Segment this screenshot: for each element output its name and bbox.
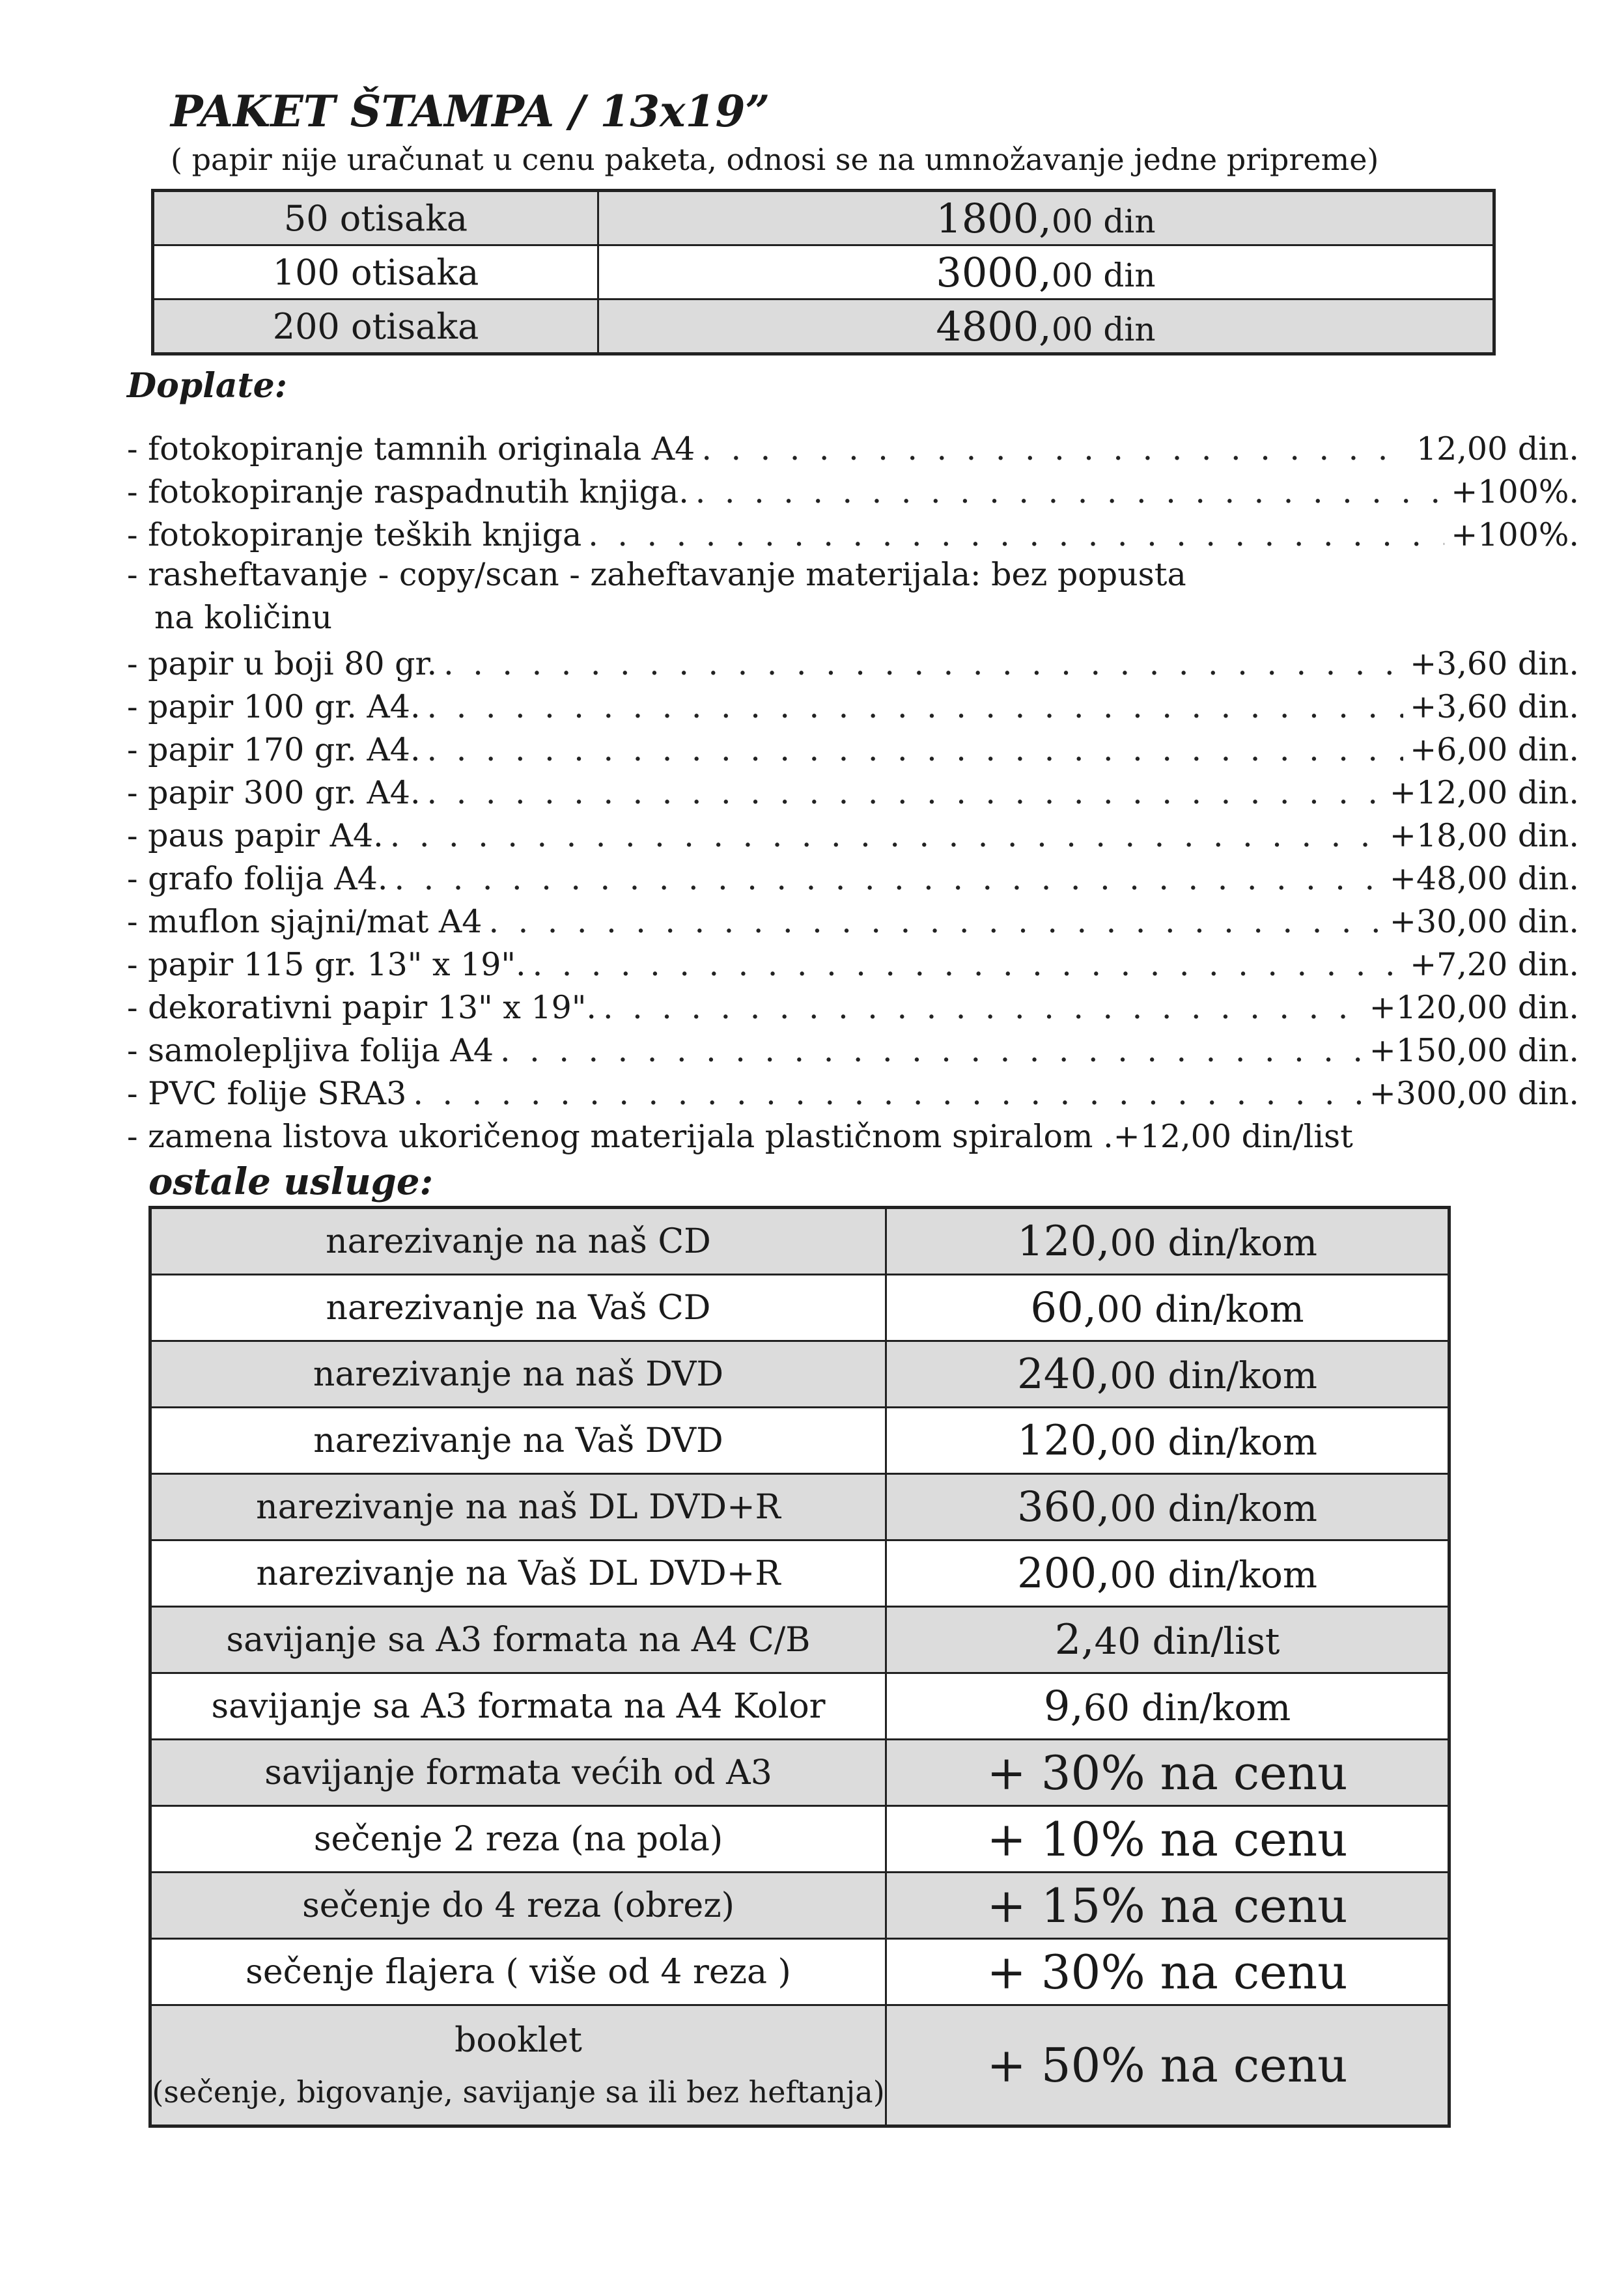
list-item [127, 940, 1579, 983]
price-main: 60, [1030, 1283, 1097, 1332]
service-price [886, 1341, 1449, 1408]
list-item [127, 1069, 1579, 1112]
item-value: 12,00 din. [1416, 430, 1579, 467]
item-label: - fotokopiranje raspadnutih knjiga. [127, 473, 689, 510]
price-small: 00 din/kom [1110, 1354, 1317, 1397]
table-row [150, 1939, 1449, 2005]
service-name: savijanje sa A3 formata na A4 Kolor [150, 1673, 886, 1740]
item-value: +300,00 din. [1369, 1075, 1579, 1112]
price-small: 60 din/kom [1083, 1686, 1291, 1729]
table-row [153, 245, 1494, 300]
list-item [127, 725, 1579, 768]
package-qty: 100 otisaka [153, 245, 598, 300]
price-small: 40 din/list [1094, 1620, 1280, 1663]
item-value: +120,00 din. [1369, 989, 1579, 1026]
service-name: narezivanje na naš DVD [150, 1341, 886, 1408]
item-value: +3,60 din. [1410, 645, 1579, 682]
item-label: - paus papir A4. [127, 817, 384, 854]
service-price: + 15% na cenu [886, 1873, 1449, 1939]
table-row [150, 1408, 1449, 1474]
list-item [127, 425, 1579, 467]
item-value: +30,00 din. [1389, 903, 1579, 940]
table-row [150, 1474, 1449, 1540]
doplate-list [127, 425, 1579, 1155]
item-label: - PVC folije SRA3 [127, 1075, 407, 1112]
item-value: +12,00 din. [1389, 774, 1579, 811]
item-value: +18,00 din. [1389, 817, 1579, 854]
price-small: 00 din/kom [1110, 1553, 1317, 1596]
service-name: narezivanje na Vaš DVD [150, 1408, 886, 1474]
price-main: 3000, [936, 248, 1052, 296]
item-continuation: na količinu [154, 599, 333, 636]
price-main: 2, [1054, 1615, 1095, 1664]
service-price [886, 1275, 1449, 1341]
item-value: +7,20 din. [1410, 946, 1579, 983]
price-small: 00 din/kom [1110, 1221, 1317, 1264]
service-price: + 50% na cenu [886, 2005, 1449, 2126]
service-name: sečenje flajera ( više od 4 reza ) [150, 1939, 886, 2005]
service-price [886, 1673, 1449, 1740]
item-value: +3,60 din. [1410, 688, 1579, 725]
table-row [150, 1341, 1449, 1408]
price-main: 360, [1017, 1483, 1110, 1531]
list-item [127, 682, 1579, 725]
price-small: 00 din/kom [1110, 1487, 1317, 1530]
item-value: +100%. [1451, 473, 1579, 510]
price-main: 200, [1017, 1549, 1110, 1598]
price-small: 00 din [1051, 310, 1156, 348]
table-row [150, 1540, 1449, 1607]
service-name: narezivanje na Vaš CD [150, 1275, 886, 1341]
item-label: - zamena listova ukoričenog materijala plastičnom spiralom . [127, 1118, 1113, 1155]
table-row [150, 1806, 1449, 1873]
service-price [886, 1607, 1449, 1673]
price-main: 120, [1017, 1217, 1110, 1266]
list-item [127, 1026, 1579, 1069]
service-price: + 30% na cenu [886, 1740, 1449, 1806]
service-name: sečenje 2 reza (na pola) [150, 1806, 886, 1873]
item-label: - grafo folija A4. [127, 860, 388, 897]
item-label: - rasheftavanje - copy/scan - zaheftavanje materijala: bez popusta [127, 556, 1186, 593]
item-label: - papir 100 gr. A4. [127, 688, 421, 725]
service-name: narezivanje na naš DL DVD+R [150, 1474, 886, 1540]
list-item [127, 1112, 1579, 1155]
item-label: - papir 300 gr. A4. [127, 774, 421, 811]
price-main: 9, [1043, 1682, 1084, 1731]
item-label: - papir 115 gr. 13" x 19". [127, 946, 526, 983]
table-row [150, 1740, 1449, 1806]
service-price: + 30% na cenu [886, 1939, 1449, 2005]
service-name: narezivanje na naš CD [150, 1208, 886, 1275]
page-title: PAKET ŠTAMPA / 13x19” [171, 86, 770, 137]
table-row [150, 1673, 1449, 1740]
service-price: + 10% na cenu [886, 1806, 1449, 1873]
package-qty: 50 otisaka [153, 191, 598, 245]
price-main: 4800, [936, 302, 1052, 350]
table-row [150, 2005, 1449, 2126]
item-value: +100%. [1451, 516, 1579, 553]
service-name: savijanje formata većih od A3 [150, 1740, 886, 1806]
item-label: - muflon sjajni/mat A4 [127, 903, 483, 940]
package-price [598, 191, 1494, 245]
service-price [886, 1540, 1449, 1607]
package-table [151, 189, 1496, 355]
table-row [150, 1275, 1449, 1341]
price-small: 00 din [1051, 202, 1156, 240]
item-label: - dekorativni papir 13" x 19". [127, 989, 596, 1026]
item-value: +6,00 din. [1410, 731, 1579, 768]
item-value: +150,00 din. [1369, 1032, 1579, 1069]
item-label: - fotokopiranje tamnih originala A4 [127, 430, 695, 467]
price-small: 00 din/kom [1097, 1288, 1304, 1331]
services-heading: ostale usluge: [148, 1160, 434, 1203]
price-main: 240, [1017, 1350, 1110, 1399]
package-qty: 200 otisaka [153, 300, 598, 354]
list-item [127, 553, 1579, 639]
services-table [148, 1206, 1451, 2128]
item-label: - fotokopiranje teških knjiga [127, 516, 582, 553]
page-subtitle: ( papir nije uračunat u cenu paketa, odnosi se na umnožavanje jedne pripreme) [171, 142, 1379, 177]
service-name [150, 2005, 886, 2126]
table-row [150, 1208, 1449, 1275]
list-item [127, 768, 1579, 811]
service-name: sečenje do 4 reza (obrez) [150, 1873, 886, 1939]
service-price [886, 1408, 1449, 1474]
list-item [127, 467, 1579, 510]
list-item [127, 897, 1579, 940]
price-small: 00 din [1051, 256, 1156, 294]
list-item [127, 811, 1579, 854]
table-row [153, 300, 1494, 354]
item-label: - papir 170 gr. A4. [127, 731, 421, 768]
table-row [150, 1607, 1449, 1673]
list-item [127, 510, 1579, 553]
service-price [886, 1208, 1449, 1275]
price-main: 120, [1017, 1416, 1110, 1465]
item-label: - samolepljiva folija A4 [127, 1032, 494, 1069]
price-small: 00 din/kom [1110, 1421, 1317, 1464]
list-item [127, 639, 1579, 682]
service-note: (sečenje, bigovanje, savijanje sa ili bez heftanja) [152, 2074, 885, 2110]
service-name: savijanje sa A3 formata na A4 C/B [150, 1607, 886, 1673]
package-price [598, 300, 1494, 354]
price-main: 1800, [936, 194, 1052, 242]
list-item [127, 854, 1579, 897]
service-title: booklet [455, 2021, 582, 2060]
service-name: narezivanje na Vaš DL DVD+R [150, 1540, 886, 1607]
list-item [127, 983, 1579, 1026]
item-label: - papir u boji 80 gr. [127, 645, 438, 682]
service-price [886, 1474, 1449, 1540]
item-value: +12,00 din/list [1113, 1118, 1353, 1155]
table-row [150, 1873, 1449, 1939]
table-row [153, 191, 1494, 245]
item-value: +48,00 din. [1389, 860, 1579, 897]
doplate-heading: Doplate: [127, 366, 287, 406]
package-price [598, 245, 1494, 300]
